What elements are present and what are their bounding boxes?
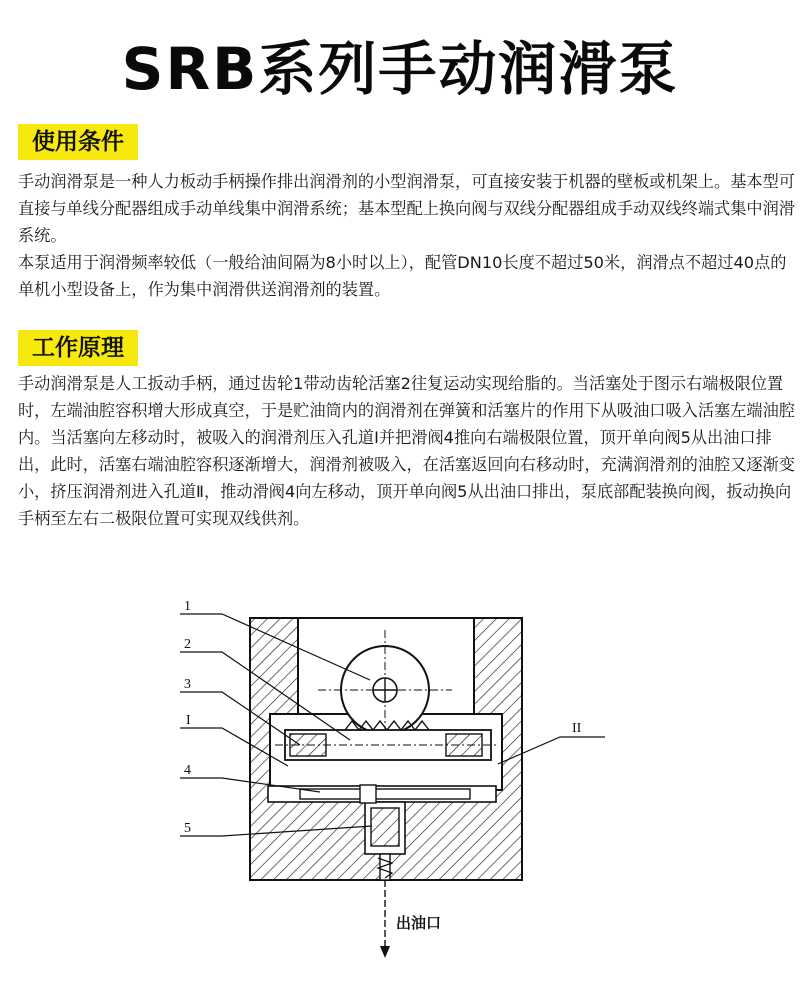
page-title: SRB系列手动润滑泵	[121, 35, 679, 103]
callout-II: II	[572, 721, 582, 736]
usage-text	[18, 168, 800, 303]
callout-3: 3	[184, 677, 191, 692]
pump-cross-section-diagram	[0, 580, 800, 1000]
outlet-arrow	[380, 880, 390, 958]
callout-2: 2	[184, 637, 191, 652]
outlet-label: 出油口	[396, 914, 442, 932]
usage-paragraph-1: 手动润滑泵是一种人力板动手柄操作排出润滑剂的小型润滑泵，可直接安装于机器的壁板或机架上。基本型可直接与单线分配器组成手动单线集中润滑系统；基本型配上换向阀与双线分配器组成手动双线终端式集中润滑系统。	[18, 172, 795, 245]
principle-paragraph: 手动润滑泵是人工扳动手柄，通过齿轮1带动齿轮活塞2往复运动实现给脂的。当活塞处于图示右端极限位置时，左端油腔容积增大形成真空，于是贮油筒内的润滑剂在弹簧和活塞片的作用下从吸油口吸入活塞左端油腔内。当活塞向左移动时，被吸入的润滑剂压入孔道Ⅰ并把滑阀4推向右端极限位置，顶开单向阀5从出油口排出，此时，活塞右端油腔容积逐渐增大，润滑剂被吸入，在活塞返回向右移动时，充满润滑剂的油腔又逐渐变小，挤压润滑剂进入孔道Ⅱ，推动滑阀4向左移动，顶开单向阀5从出油口排出，泵底部配装换向阀，扳动换向手柄至左右二极限位置可实现双线供剂。	[18, 374, 795, 528]
callout-1: 1	[184, 599, 191, 614]
section-heading-principle: 工作原理	[18, 330, 138, 366]
callout-4: 4	[184, 763, 191, 778]
principle-text	[18, 370, 800, 532]
usage-paragraph-2: 本泵适用于润滑频率较低（一般给油间隔为8小时以上），配管DN10长度不超过50米，润滑点不超过40点的单机小型设备上，作为集中润滑供送润滑剂的装置。	[18, 253, 787, 299]
callout-5: 5	[184, 821, 191, 836]
callout-I: I	[186, 713, 191, 728]
section-heading-usage: 使用条件	[18, 124, 138, 160]
